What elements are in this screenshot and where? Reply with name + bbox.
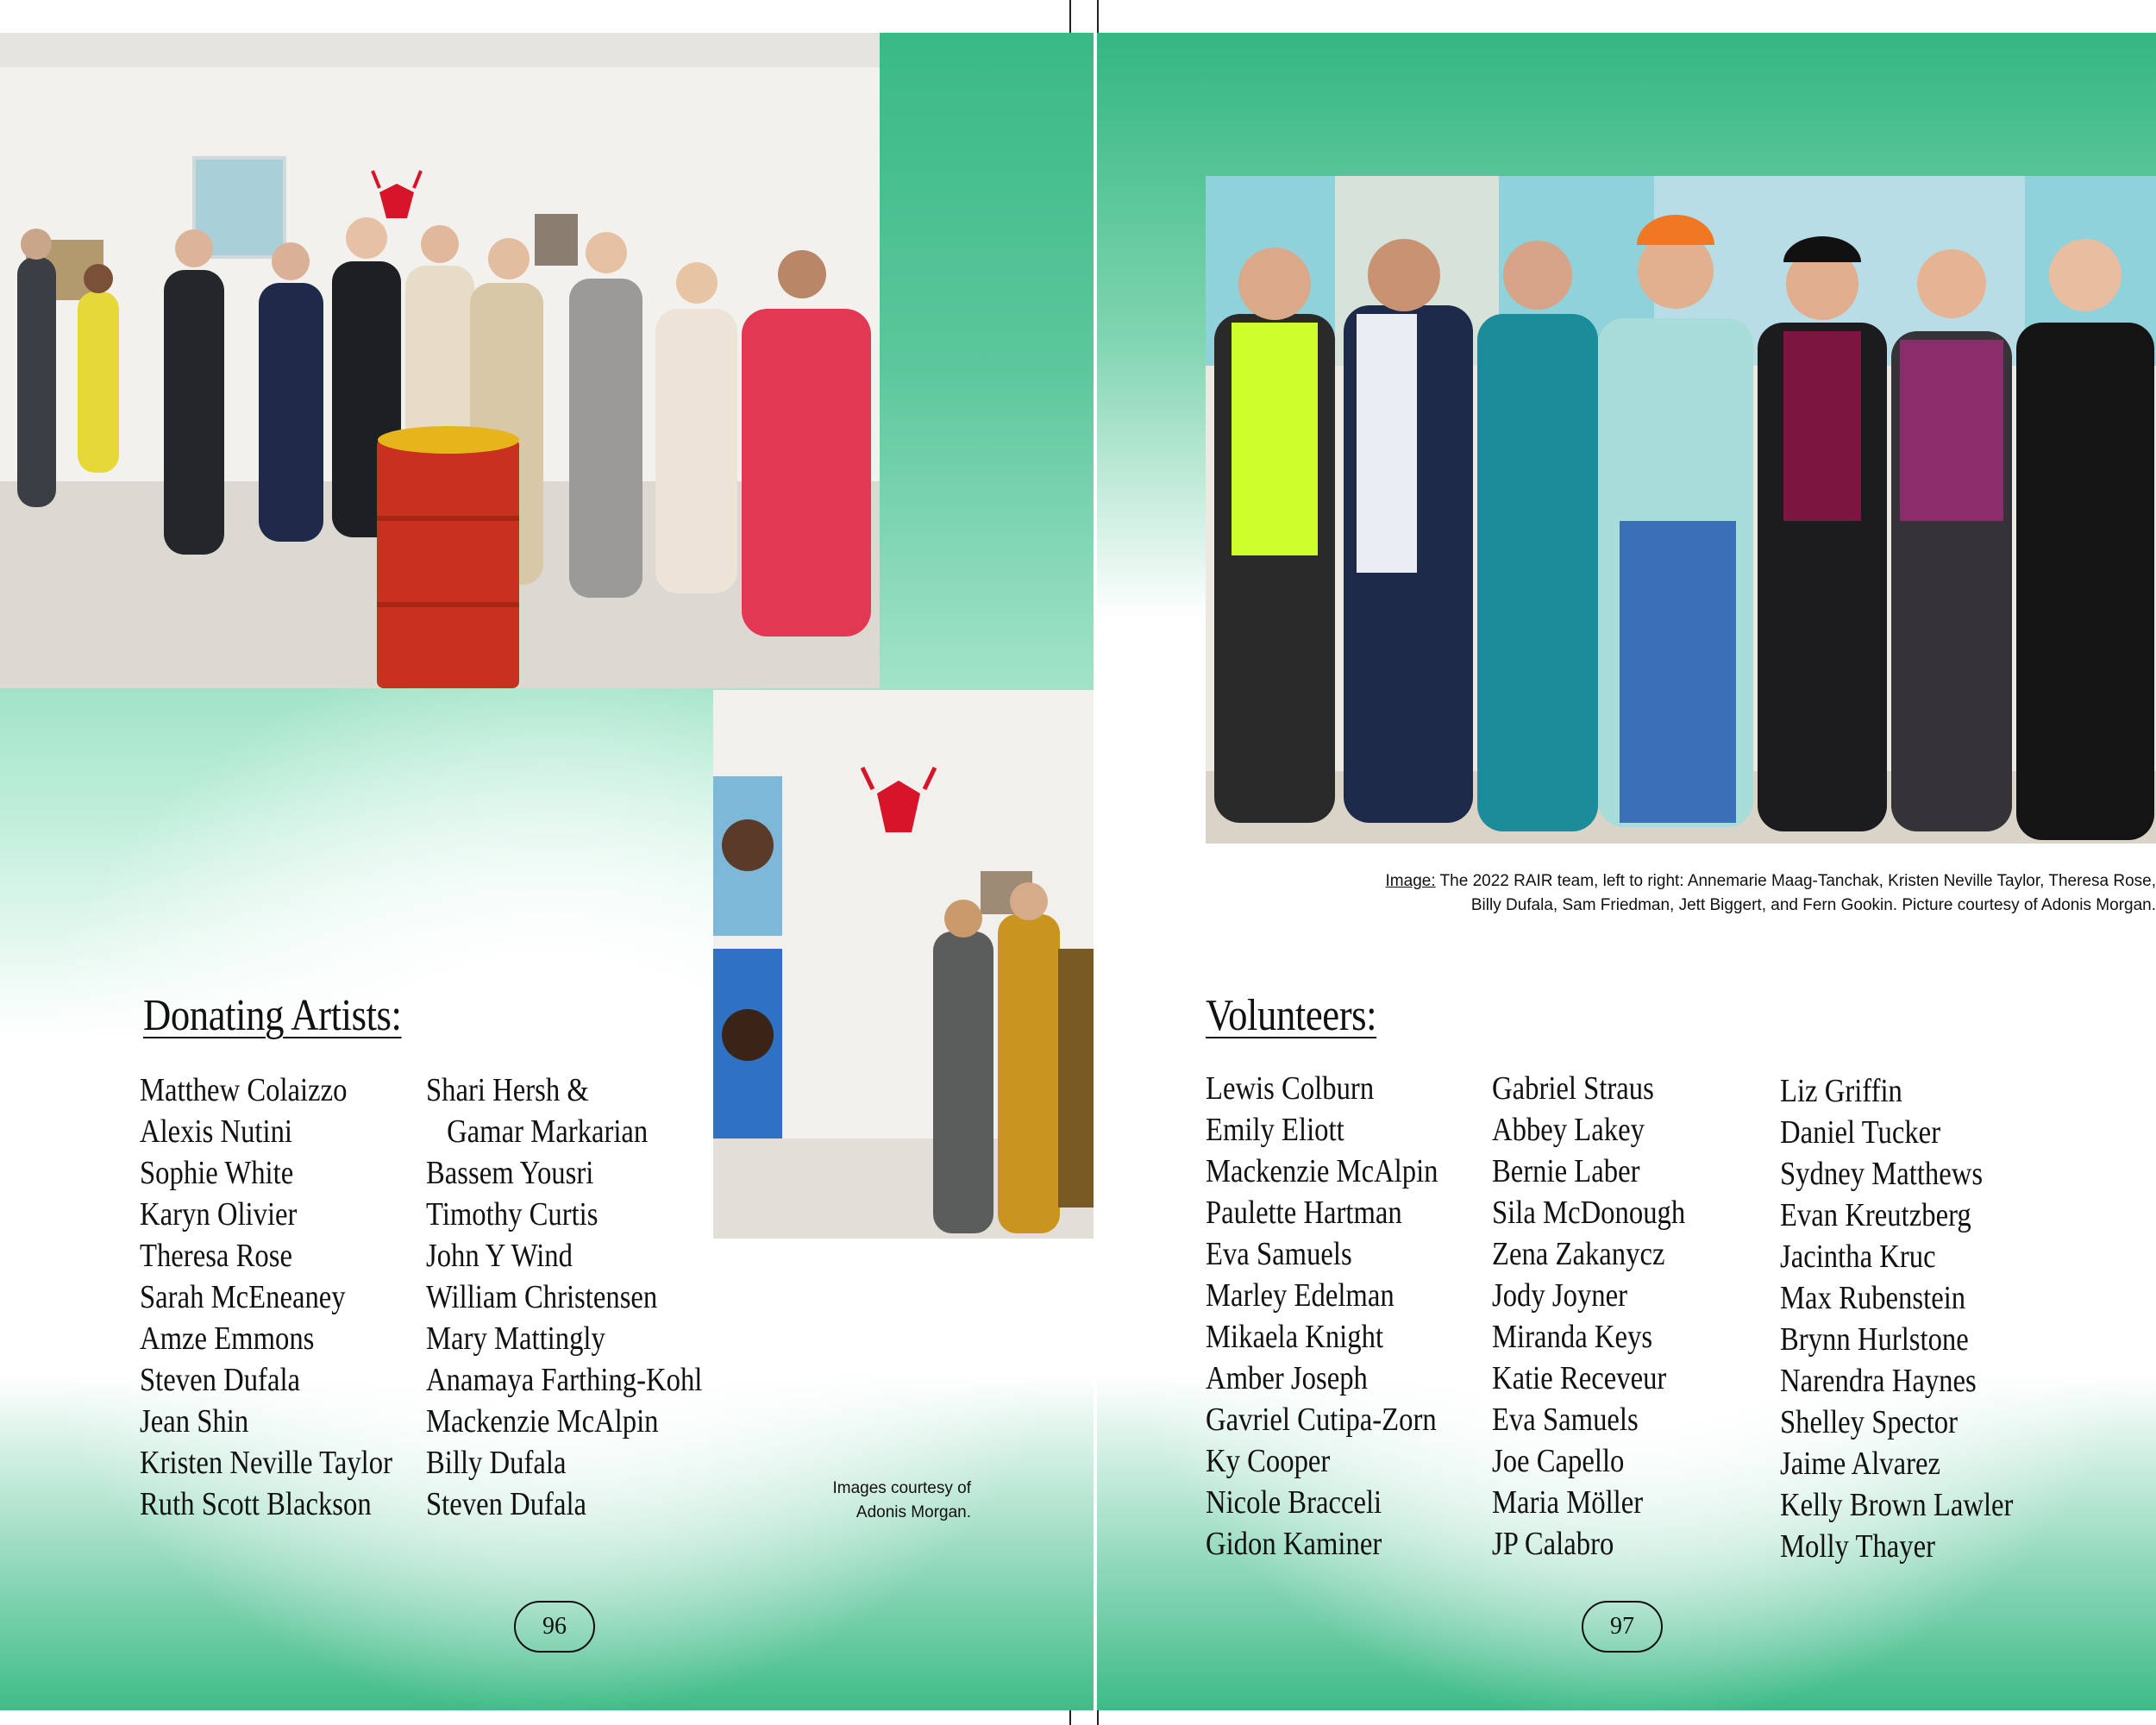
volunteer-name: Abbey Lakey [1492, 1112, 1645, 1148]
volunteer-name: Liz Griffin [1780, 1073, 1902, 1109]
artist-name: William Christensen [426, 1279, 658, 1315]
volunteer-name: Jody Joyner [1492, 1277, 1628, 1314]
volunteer-name: Miranda Keys [1492, 1319, 1653, 1355]
artist-name: Jean Shin [140, 1403, 249, 1440]
photo-rair-team [1206, 176, 2156, 844]
volunteers-list-col1 [1206, 1068, 1438, 1565]
crop-mark [1097, 0, 1099, 33]
volunteer-name: Narendra Haynes [1780, 1363, 1977, 1399]
team-photo-caption [1206, 869, 2156, 918]
artists-list-col1 [140, 1070, 392, 1525]
volunteer-name: Eva Samuels [1206, 1236, 1352, 1272]
volunteer-name: Lewis Colburn [1206, 1070, 1375, 1107]
volunteer-name: Mackenzie McAlpin [1206, 1153, 1438, 1189]
volunteer-name: Max Rubenstein [1780, 1280, 1966, 1316]
photo-group-event-image [0, 33, 880, 688]
volunteer-name: Gidon Kaminer [1206, 1526, 1382, 1562]
artist-name: Matthew Colaizzo [140, 1072, 348, 1108]
artist-name: Amze Emmons [140, 1320, 315, 1357]
credit-line: Images courtesy of [832, 1479, 971, 1497]
volunteer-name: Sydney Matthews [1780, 1156, 1984, 1192]
volunteers-list-col2 [1492, 1068, 1685, 1565]
volunteer-name: Joe Capello [1492, 1443, 1625, 1479]
volunteer-name: Zena Zakanycz [1492, 1236, 1665, 1272]
caption-label: Image: [1385, 872, 1436, 890]
photo-group-event [0, 33, 880, 688]
volunteer-name: Ky Cooper [1206, 1443, 1331, 1479]
artist-name: Sarah McEneaney [140, 1279, 346, 1315]
volunteer-name: Paulette Hartman [1206, 1195, 1402, 1231]
artist-name: Steven Dufala [426, 1486, 587, 1522]
crop-mark [1069, 1710, 1071, 1725]
artist-name: Anamaya Farthing-Kohl [426, 1362, 703, 1398]
volunteer-name: Nicole Bracceli [1206, 1484, 1382, 1521]
artist-name: Billy Dufala [426, 1445, 567, 1481]
artist-name: Mary Mattingly [426, 1320, 605, 1357]
volunteer-name: JP Calabro [1492, 1526, 1614, 1562]
artist-name: Gamar Markarian [447, 1113, 649, 1150]
page-number: 97 [1582, 1601, 1663, 1653]
artist-name: Shari Hersh & [426, 1072, 589, 1108]
artist-name: John Y Wind [426, 1238, 573, 1274]
volunteer-name: Emily Eliott [1206, 1112, 1344, 1148]
caption-line-1 [1206, 869, 2156, 894]
volunteer-name: Amber Joseph [1206, 1360, 1368, 1396]
volunteer-name: Brynn Hurlstone [1780, 1321, 1969, 1358]
artist-name: Theresa Rose [140, 1238, 292, 1274]
artist-name: Sophie White [140, 1155, 294, 1191]
volunteer-name: Katie Receveur [1492, 1360, 1667, 1396]
images-credit [759, 1477, 971, 1525]
volunteers-list-col3 [1780, 1070, 2013, 1567]
volunteer-name: Gabriel Straus [1492, 1070, 1654, 1107]
caption-text: The 2022 RAIR team, left to right: Annemarie Maag-Tanchak, Kristen Neville Taylor, Theresa Rose, [1435, 872, 2156, 890]
photo-rair-team-image [1206, 176, 2156, 844]
volunteer-name: Sila McDonough [1492, 1195, 1686, 1231]
donating-artists-heading: Donating Artists: [143, 991, 402, 1040]
artist-name: Bassem Yousri [426, 1155, 594, 1191]
photo-gallery-viewers-image [713, 690, 1095, 1239]
volunteer-name: Daniel Tucker [1780, 1114, 1941, 1151]
crop-mark [1097, 1710, 1099, 1725]
artists-list-col2 [426, 1070, 702, 1525]
caption-line-2: Billy Dufala, Sam Friedman, Jett Biggert, and Fern Gookin. Picture courtesy of Adonis Morgan. [1470, 896, 2156, 914]
volunteer-name: Jacintha Kruc [1780, 1239, 1936, 1275]
left-page [0, 33, 1095, 1710]
volunteer-name: Shelley Spector [1780, 1404, 1959, 1440]
volunteer-name: Evan Kreutzberg [1780, 1197, 1971, 1233]
artist-name: Karyn Olivier [140, 1196, 298, 1233]
volunteer-name: Mikaela Knight [1206, 1319, 1384, 1355]
artist-name: Kristen Neville Taylor [140, 1445, 392, 1481]
artist-name: Steven Dufala [140, 1362, 301, 1398]
artist-name: Alexis Nutini [140, 1113, 293, 1150]
volunteer-name: Gavriel Cutipa-Zorn [1206, 1402, 1437, 1438]
volunteer-name: Bernie Laber [1492, 1153, 1640, 1189]
artist-name: Ruth Scott Blackson [140, 1486, 372, 1522]
volunteer-name: Maria Möller [1492, 1484, 1644, 1521]
volunteer-name: Eva Samuels [1492, 1402, 1639, 1438]
volunteer-name: Kelly Brown Lawler [1780, 1487, 2014, 1523]
artist-name: Mackenzie McAlpin [426, 1403, 659, 1440]
volunteer-name: Molly Thayer [1780, 1528, 1936, 1565]
artist-name: Timothy Curtis [426, 1196, 599, 1233]
page-number: 96 [514, 1601, 595, 1653]
right-page [1097, 33, 2156, 1710]
volunteer-name: Jaime Alvarez [1780, 1446, 1941, 1482]
crop-mark [1069, 0, 1071, 33]
volunteers-heading: Volunteers: [1206, 991, 1377, 1040]
credit-line: Adonis Morgan. [856, 1503, 971, 1521]
photo-gallery-viewers [713, 690, 1095, 1239]
volunteer-name: Marley Edelman [1206, 1277, 1395, 1314]
